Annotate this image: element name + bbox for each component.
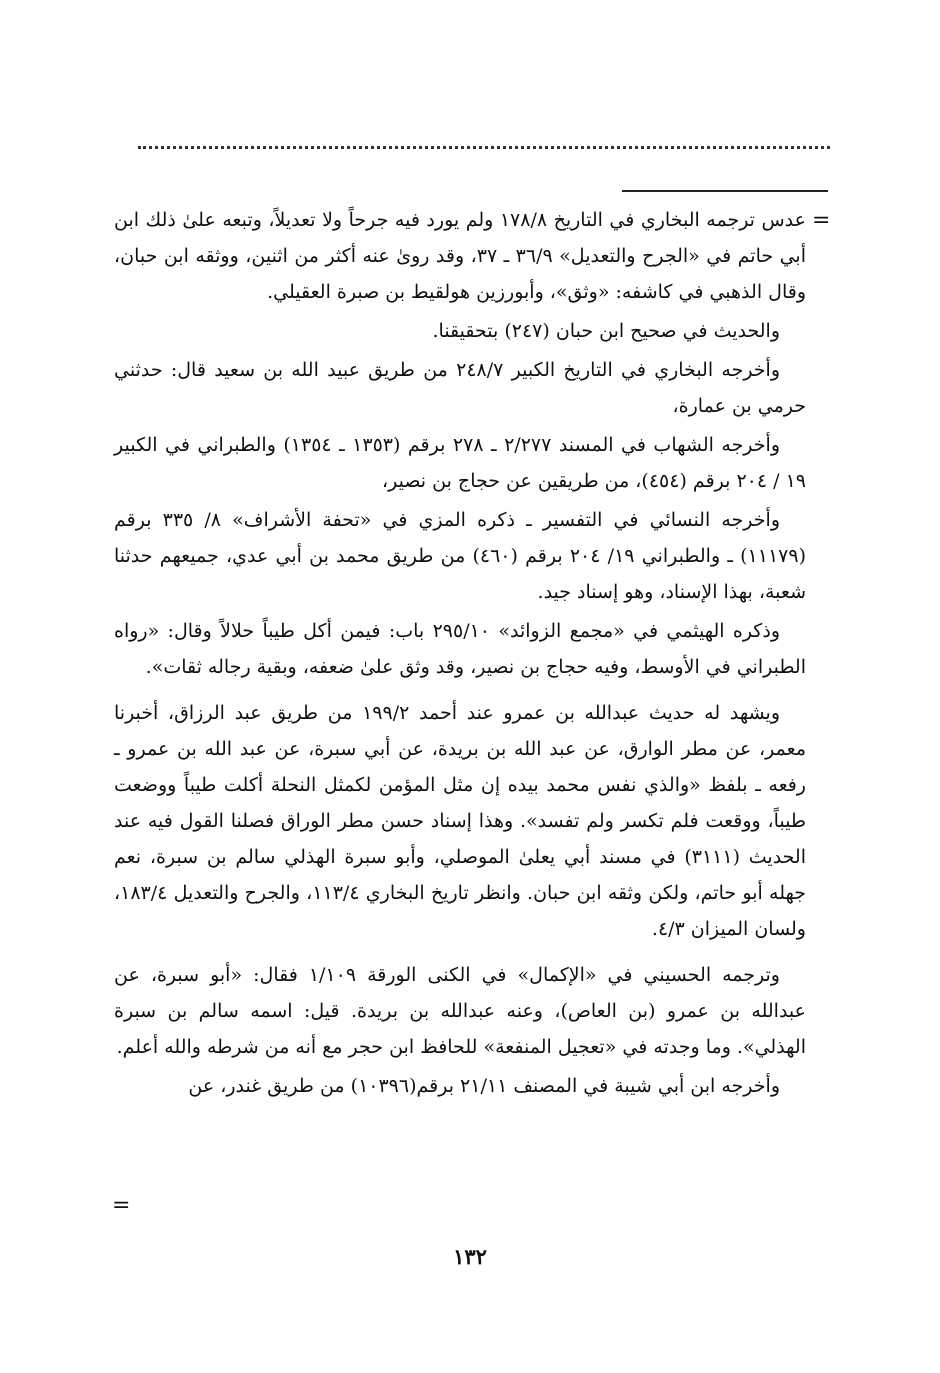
footnote-paragraph-8: وترجمه الحسيني في «الإكمال» في الكنى الورقة ١/١٠٩ فقال: «أبو سبرة، عن عبدالله بن عمرو (بن العاص)، وعنه عبدالله بن بريدة. قيل: اسمه سالم بن سبرة الهذلي». وما وجدته في «تعجيل المنفعة» للحافظ ابن حجر مع أنه من شرطه والله أعلم. — [114, 964, 806, 1058]
footnote-paragraph-6: وذكره الهيثمي في «مجمع الزوائد» ٢٩٥/١٠ باب: فيمن أكل طيباً حلالاً وقال: «رواه الطبراني في الأوسط، وفيه حجاج بن نصير، وقد وثق علىٰ ضعفه، وبقية رجاله ثقات». — [114, 620, 806, 678]
footnote-paragraph-5: وأخرجه النسائي في التفسير ـ ذكره المزي في «تحفة الأشراف» ٨/ ٣٣٥ برقم (١١١٧٩) ـ والطبراني ١٩/ ٢٠٤ برقم (٤٦٠) من طريق محمد بن أبي عدي، جميعهم حدثنا شعبة، بهذا الإسناد، وهو إسناد جيد. — [114, 509, 806, 603]
footnote-rule — [622, 190, 828, 192]
continuation-mark-top: = — [812, 208, 831, 233]
footnote-paragraph-4: وأخرجه الشهاب في المسند ٢/٢٧٧ ـ ٢٧٨ برقم (١٣٥٣ ـ ١٣٥٤) والطبراني في الكبير ١٩ / ٢٠٤ برقم (٤٥٤)، من طريقين عن حجاج بن نصير، — [114, 434, 806, 492]
footnote-text — [114, 202, 806, 1107]
footnote-paragraph-1: عدس ترجمه البخاري في التاريخ ١٧٨/٨ ولم يورد فيه جرحاً ولا تعديلاً، وتبعه علىٰ ذلك ابن أبي حاتم في «الجرح والتعديل» ٣٦/٩ ـ ٣٧، وقد روىٰ عنه أكثر من اثنين، ووثقه ابن حبان، وقال الذهبي في كاشفه: «وثق»، وأبورزين هولقيط بن صبرة العقيلي. — [114, 209, 806, 303]
dotted-separator — [138, 146, 830, 149]
footnote-paragraph-3: وأخرجه البخاري في التاريخ الكبير ٢٤٨/٧ من طريق عبيد الله بن سعيد قال: حدثني حرمي بن عمارة، — [114, 359, 806, 417]
page-number: ١٣٢ — [453, 1244, 487, 1269]
footnote-paragraph-2: والحديث في صحيح ابن حبان (٢٤٧) بتحقيقنا. — [432, 320, 780, 342]
footnote-paragraph-7: ويشهد له حديث عبدالله بن عمرو عند أحمد ١٩٩/٢ من طريق عبد الرزاق، أخبرنا معمر، عن مطر الوارق، عن عبد الله بن بريدة، عن أبي سبرة، عن عبد الله بن عمرو ـ رفعه ـ بلفظ «والذي نفس محمد بيده إن مثل المؤمن لكمثل النحلة أكلت طيباً ووضعت طيباً، ووقعت فلم تكسر ولم تفسد». وهذا إسناد حسن مطر الوراق فصلنا القول فيه عند الحديث (٣١١١) في مسند أبي يعلىٰ الموصلي، وأبو سبرة الهذلي سالم بن سبرة، نعم جهله أبو حاتم، ولكن وثقه ابن حبان. وانظر تاريخ البخاري ١١٣/٤، والجرح والتعديل ١٨٣/٤، ولسان الميزان ٤/٣. — [114, 702, 806, 940]
footnote-paragraph-9: وأخرجه ابن أبي شيبة في المصنف ٢١/١١ برقم(١٠٣٩٦) من طريق غندر، عن — [188, 1075, 780, 1097]
continuation-mark-bottom: = — [112, 1193, 131, 1218]
